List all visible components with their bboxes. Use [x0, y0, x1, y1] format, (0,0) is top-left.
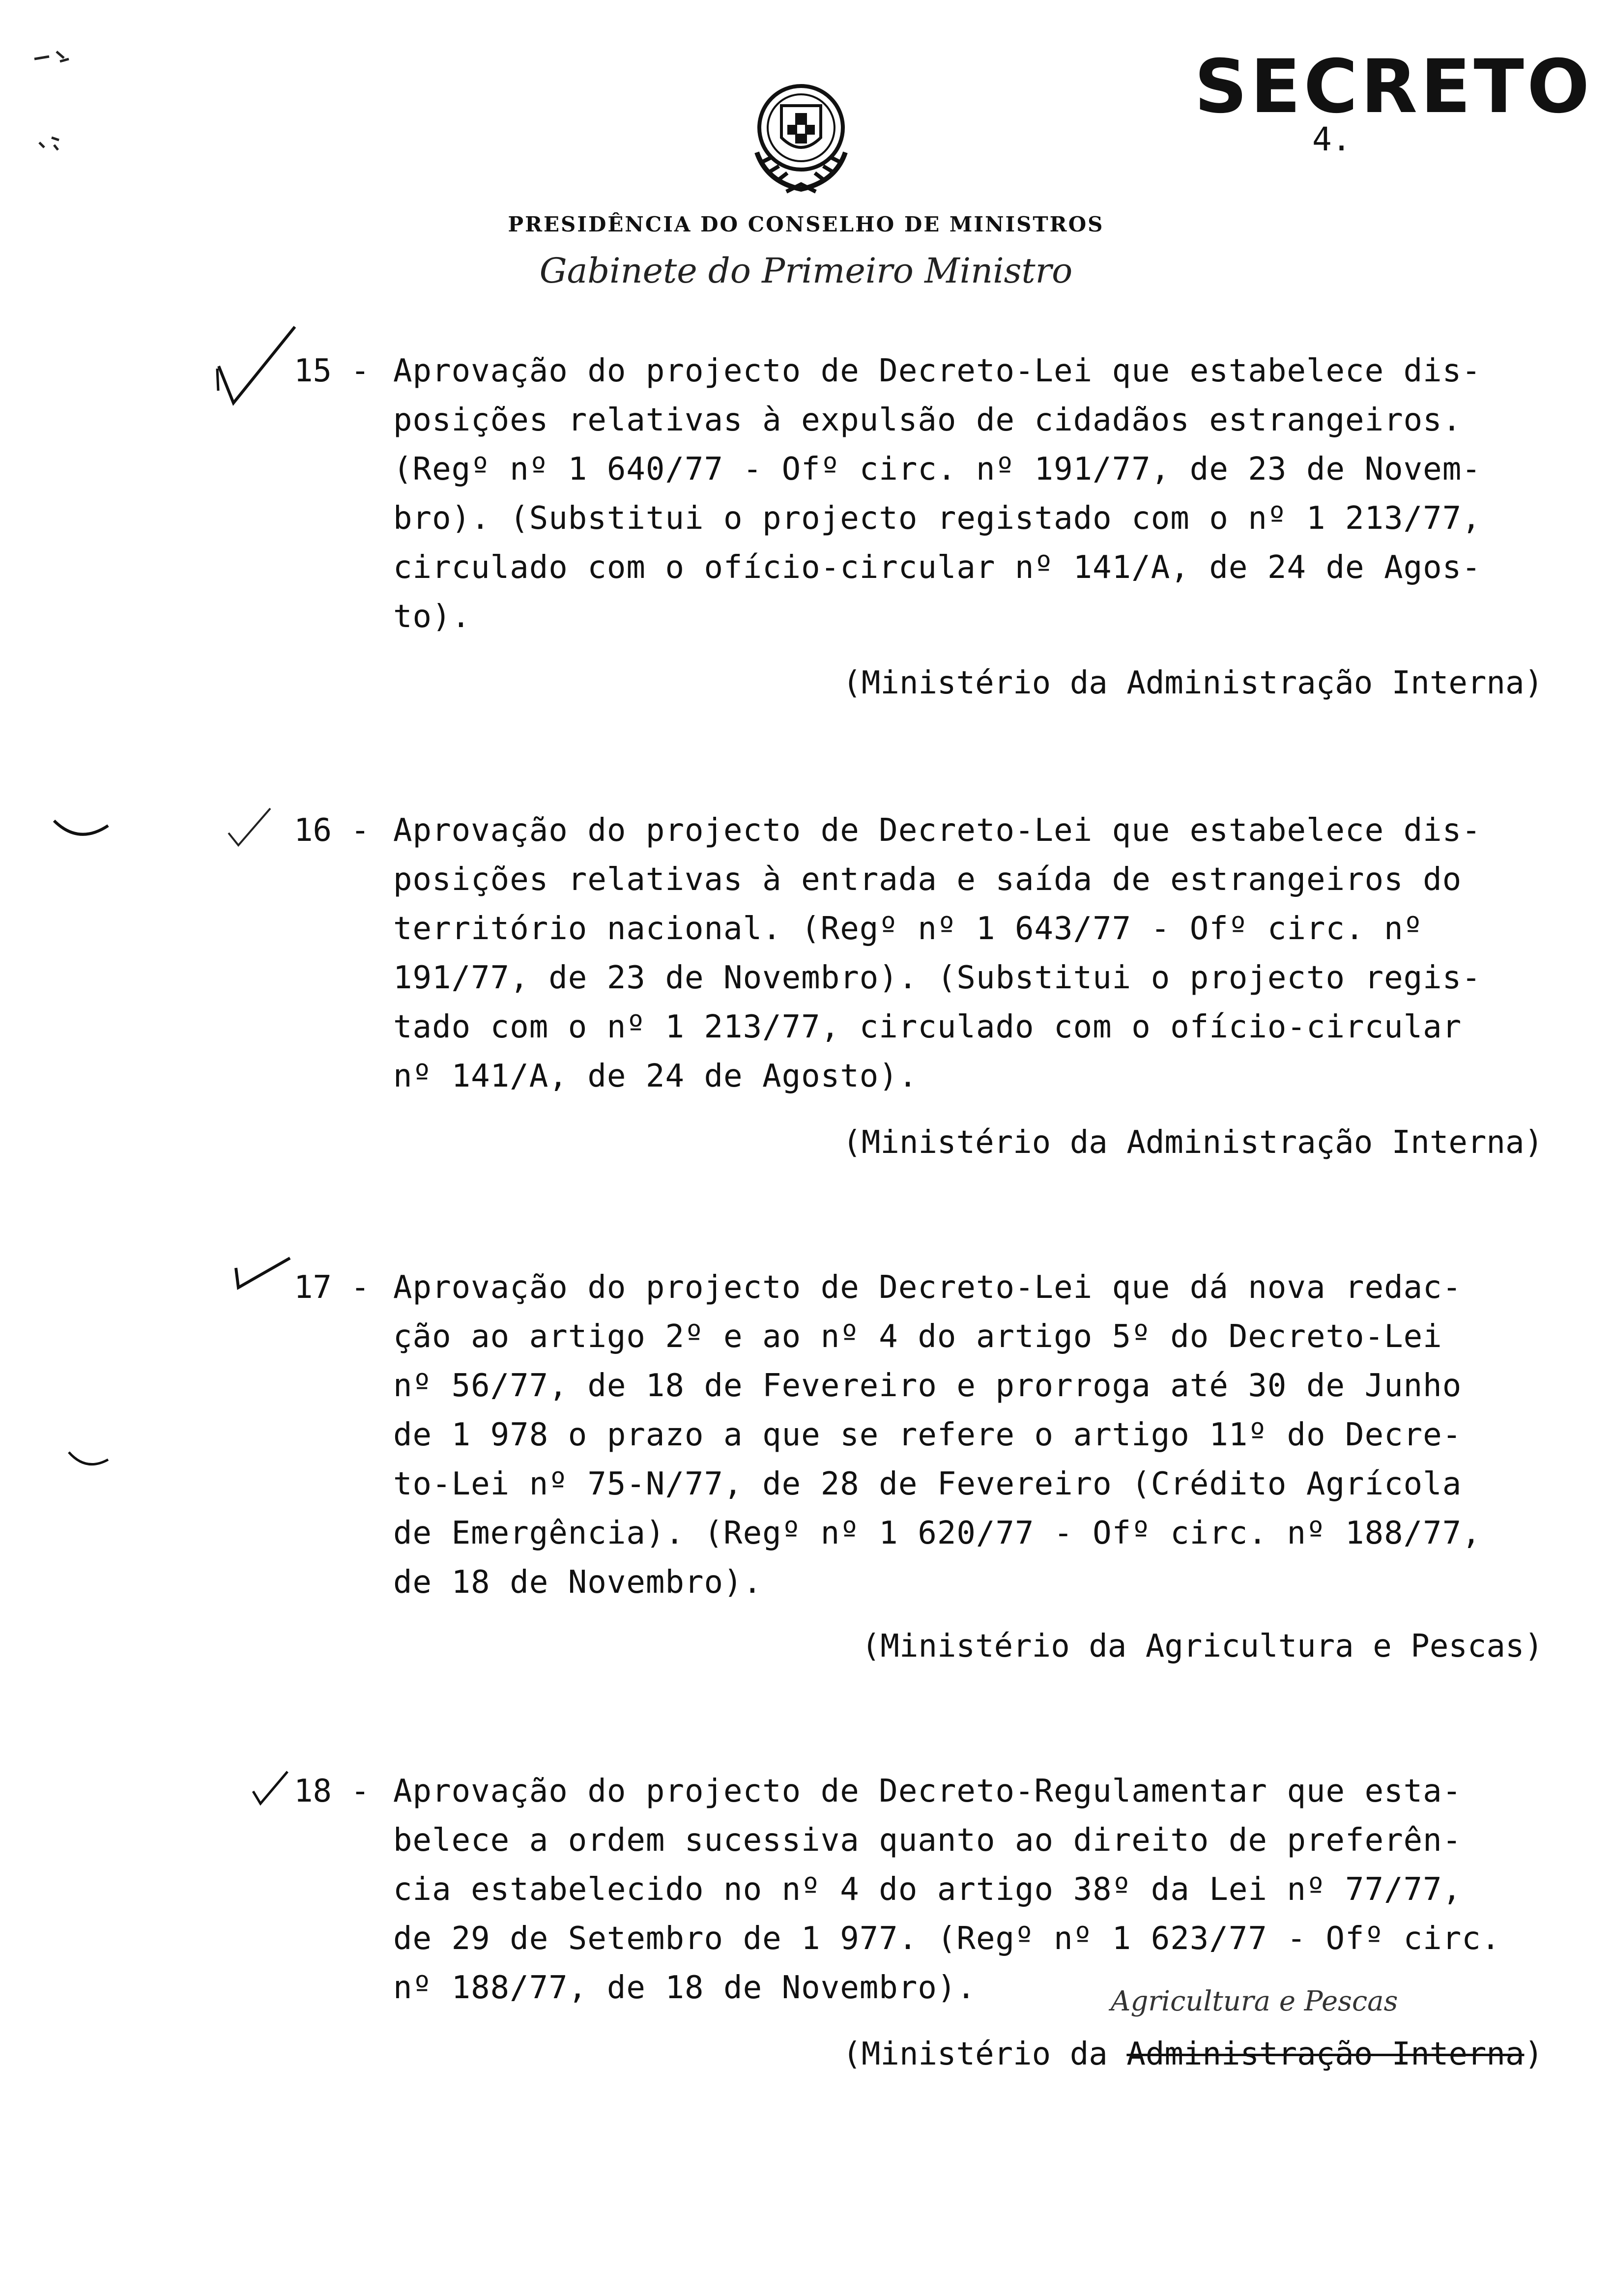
institution-name: PRESIDÊNCIA DO CONSELHO DE MINISTROS	[508, 212, 1104, 236]
check-mark-icon	[224, 804, 278, 853]
item-number: 18 -	[294, 1773, 370, 1809]
item-number: 16 -	[294, 812, 370, 849]
check-mark-icon	[229, 1248, 297, 1302]
margin-arc-mark	[49, 813, 118, 848]
margin-arc-mark	[64, 1447, 113, 1477]
item-18-ministry	[826, 2030, 1543, 2079]
item-text: Aprovação do projecto de Decreto-Lei que dá nova redac- ção ao artigo 2º e ao nº 4 do artigo 5º do Decreto-Lei nº 56/77, de 18 de Fevereiro e prorroga até 30 de Junho de 1 978 o prazo a que se refere o artigo 11º do Decre- to-Lei nº 75-N/77, de 28 de Fevereiro (Crédito Agrícola de Emergência). (Regº nº 1 620/77 - Ofº circ. nº 188/77, de 18 de Novembro).	[393, 1269, 1481, 1601]
item-17-ministry: (Ministério da Agricultura e Pescas)	[861, 1628, 1543, 1665]
item-number: 15 -	[294, 353, 370, 389]
coat-of-arms-icon	[732, 79, 870, 201]
item-15-ministry: (Ministério da Administração Interna)	[842, 665, 1543, 701]
handwritten-correction: Agricultura e Pescas	[1111, 1985, 1398, 2017]
margin-marks	[29, 44, 79, 162]
ministry-suffix: )	[1524, 2036, 1543, 2072]
page-number: 4.	[1312, 120, 1352, 158]
item-text: Aprovação do projecto de Decreto-Regulamentar que esta- belece a ordem sucessiva quanto ao direito de preferên- cia estabelecido no nº 4 do artigo 38º da Lei nº 77/77, de 29 de Setembro de 1 977. (Regº nº 1 623/77 - Ofº circ. nº 188/77, de 18 de Novembro).	[393, 1773, 1501, 2006]
ministry-prefix: (Ministério da	[842, 2036, 1127, 2072]
ministry-struck-text: Administração Interna	[1126, 2036, 1525, 2072]
check-mark-icon	[248, 1769, 292, 1808]
item-number: 17 -	[294, 1269, 370, 1306]
check-mark-icon	[211, 322, 305, 410]
item-16-ministry: (Ministério da Administração Interna)	[842, 1124, 1543, 1161]
classification-stamp: SECRETO	[1194, 44, 1593, 130]
item-text: Aprovação do projecto de Decreto-Lei que estabelece dis- posições relativas à expulsão de cidadãos estrangeiros. (Regº nº 1 640/77 - Ofº circ. nº 191/77, de 23 de Novem- bro). (Substitui o projecto registado com o nº 1 213/77, circulado com o ofício-circular nº 141/A, de 24 de Agos- to).	[393, 353, 1481, 635]
cabinet-signature: Gabinete do Primeiro Ministro	[539, 251, 1073, 291]
item-text: Aprovação do projecto de Decreto-Lei que estabelece dis- posições relativas à entrada e saída de estrangeiros do território nacional. (Regº nº 1 643/77 - Ofº circ. nº 191/77, de 23 de Novembro). (Substitui o projecto regis- tado com o nº 1 213/77, circulado com o ofício-circular nº 141/A, de 24 de Agosto).	[393, 812, 1481, 1094]
